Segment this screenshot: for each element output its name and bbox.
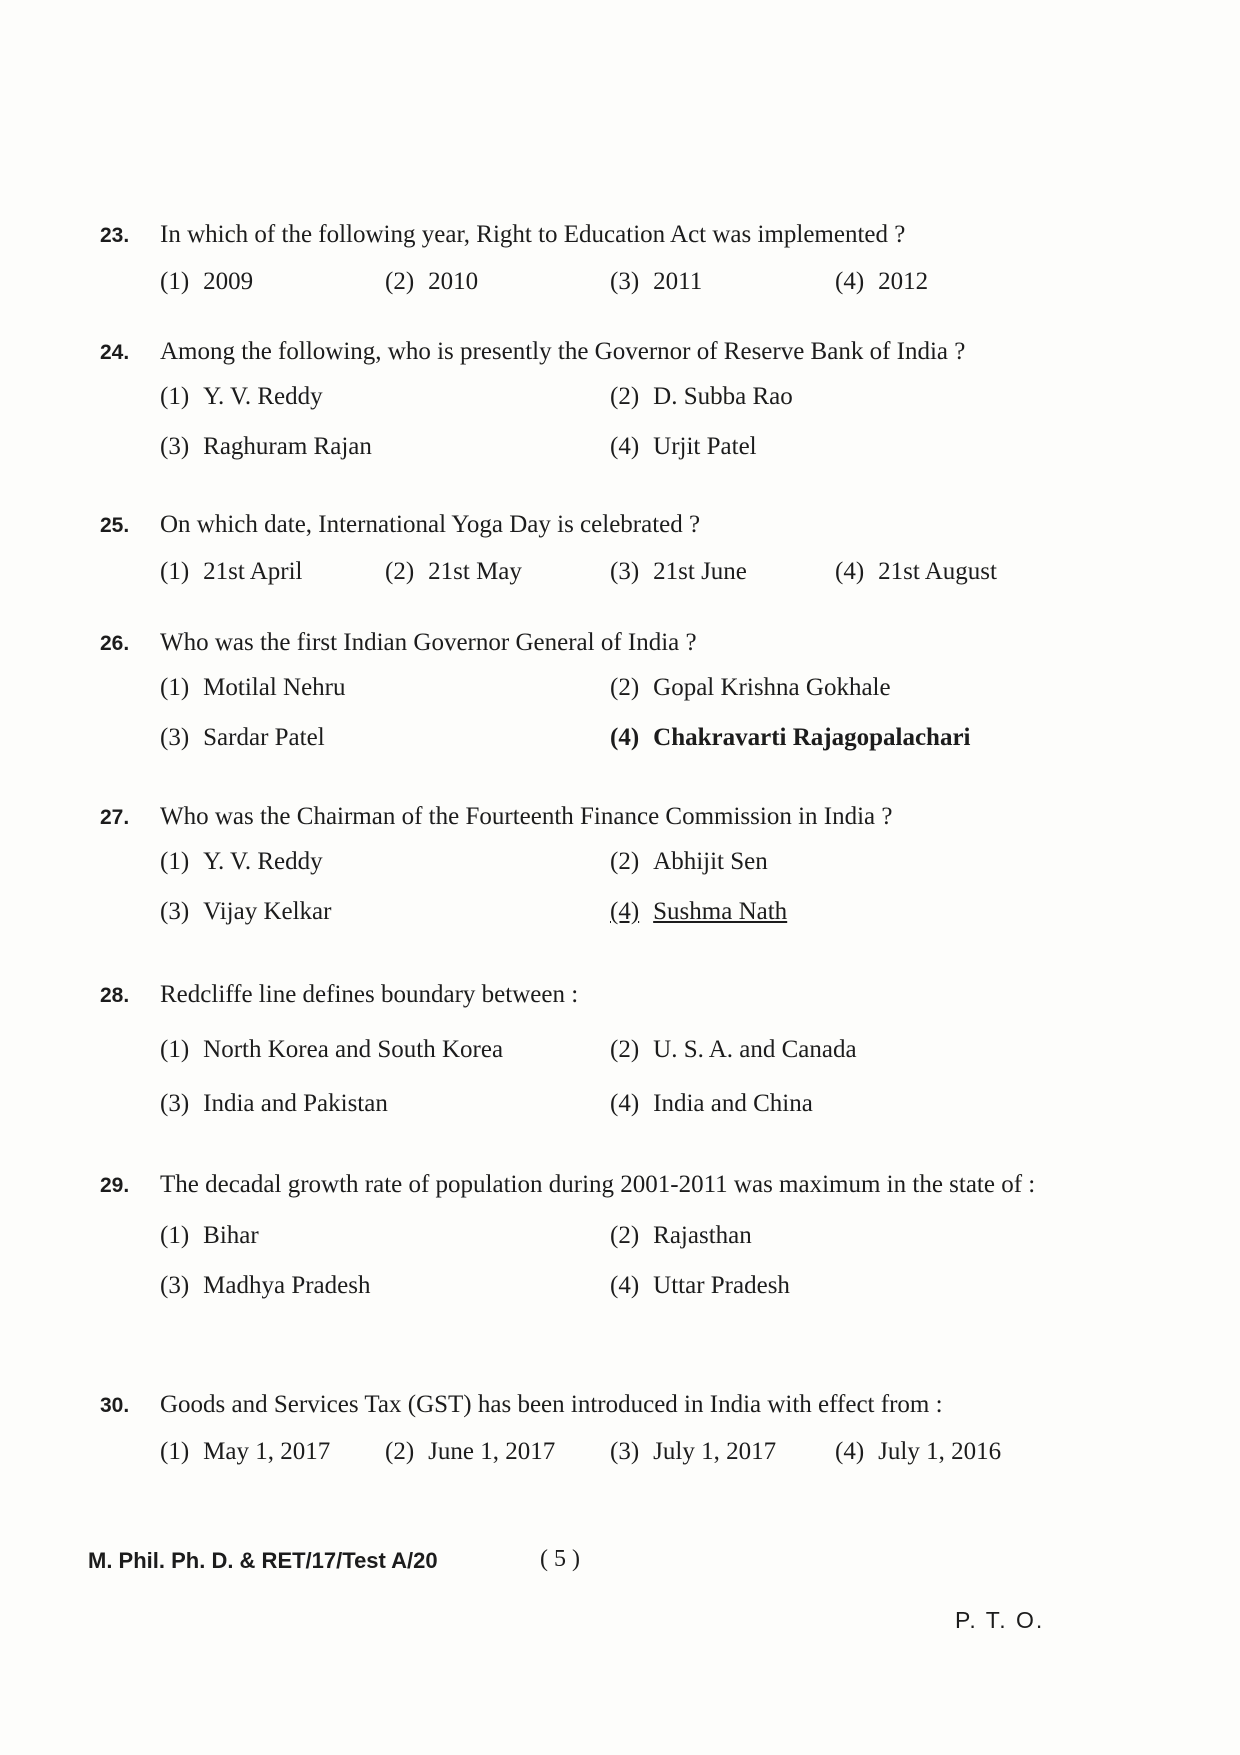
option-2: (2) Gopal Krishna Gokhale [610,674,891,701]
option-2: (2) D. Subba Rao [610,383,793,410]
question-text: Who was the first Indian Governor General of India ? [160,629,697,656]
question-number: 26. [100,632,130,655]
option-4: (4) July 1, 2016 [835,1438,1002,1465]
option-1: (1) 21st April [160,558,303,585]
option-2: (2) 21st May [385,558,522,585]
option-4: (4) Uttar Pradesh [610,1272,790,1299]
question-27 [100,800,1100,928]
option-1: (1) North Korea and South Korea [160,1036,504,1063]
question-30 [100,1388,1100,1468]
question-number: 30. [100,1394,130,1417]
option-3: (3) 2011 [610,268,703,295]
question-text: Redcliffe line defines boundary between : [160,981,579,1008]
option-1: (1) Y. V. Reddy [160,848,323,875]
options [160,1220,1100,1302]
option-2: (2) U. S. A. and Canada [610,1036,857,1063]
option-1: (1) May 1, 2017 [160,1438,331,1465]
question-number: 27. [100,806,130,829]
option-1: (1) 2009 [160,268,254,295]
test-code: M. Phil. Ph. D. & RET/17/Test A/20 [88,1548,438,1573]
question-25 [100,508,1100,588]
options [160,1034,1100,1120]
question-29 [100,1168,1100,1302]
option-4: (4) Chakravarti Rajagopalachari [610,724,971,751]
option-3: (3) July 1, 2017 [610,1438,777,1465]
option-4: (4) 21st August [835,558,997,585]
question-26 [100,626,1100,754]
option-2: (2) Rajasthan [610,1222,752,1249]
options [160,556,1100,588]
question-text: Who was the Chairman of the Fourteenth Finance Commission in India ? [160,803,893,830]
option-1: (1) Bihar [160,1222,259,1249]
please-turn-over: P. T. O. [955,1607,1045,1633]
option-3: (3) Madhya Pradesh [160,1272,371,1299]
option-4: (4) Sushma Nath [610,898,788,925]
question-number: 24. [100,341,130,364]
options [160,1436,1100,1468]
option-3: (3) Raghuram Rajan [160,433,372,460]
question-number: 29. [100,1174,130,1197]
option-2: (2) 2010 [385,268,479,295]
question-text: Among the following, who is presently the Governor of Reserve Bank of India ? [160,338,966,365]
options [160,846,1100,928]
option-1: (1) Motilal Nehru [160,674,346,701]
question-23 [100,218,1100,298]
option-2: (2) Abhijit Sen [610,848,768,875]
option-4: (4) India and China [610,1090,813,1117]
options [160,266,1100,298]
question-28 [100,978,1100,1120]
question-text: In which of the following year, Right to Education Act was implemented ? [160,221,906,248]
question-text: The decadal growth rate of population during 2001-2011 was maximum in the state of : [160,1171,1036,1198]
question-number: 25. [100,514,130,537]
option-3: (3) Sardar Patel [160,724,325,751]
option-3: (3) India and Pakistan [160,1090,388,1117]
question-number: 28. [100,984,130,1007]
options [160,672,1100,754]
option-4: (4) Urjit Patel [610,433,757,460]
question-text: On which date, International Yoga Day is celebrated ? [160,511,701,538]
options [160,381,1100,463]
option-3: (3) 21st June [610,558,747,585]
page-number: ( 5 ) [540,1546,580,1572]
option-3: (3) Vijay Kelkar [160,898,332,925]
option-4: (4) 2012 [835,268,929,295]
question-text: Goods and Services Tax (GST) has been introduced in India with effect from : [160,1391,943,1418]
question-number: 23. [100,224,130,247]
question-24 [100,335,1100,463]
option-1: (1) Y. V. Reddy [160,383,323,410]
option-2: (2) June 1, 2017 [385,1438,556,1465]
